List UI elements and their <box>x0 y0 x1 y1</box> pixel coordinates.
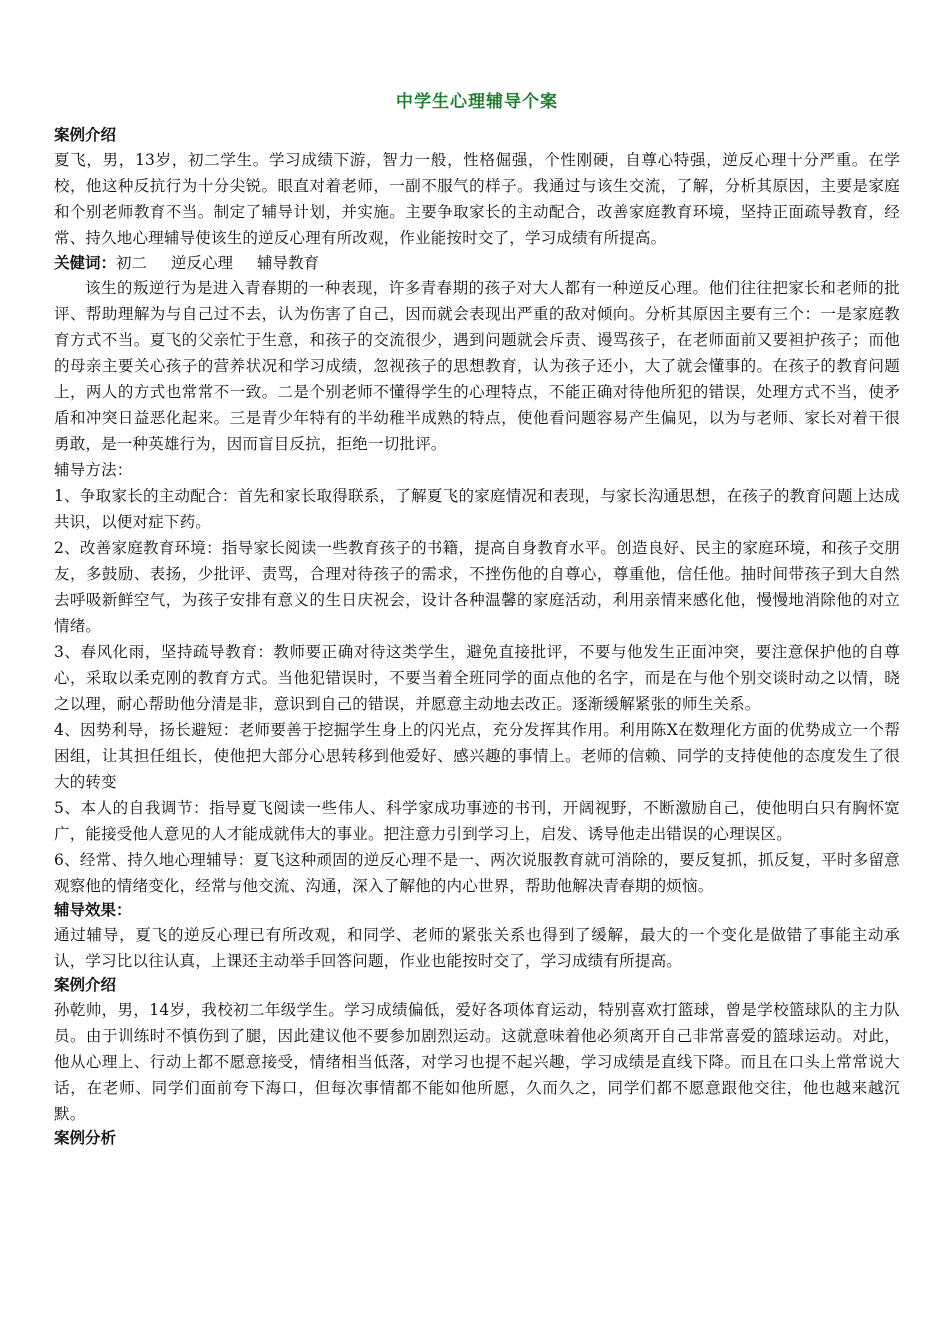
keywords-label: 关健词： <box>54 254 117 272</box>
method-item-3: 3、春风化雨，坚持疏导教育：教师要正确对待这类学生，避免直接批评，不要与他发生正面冲突，要注意保护他的自尊心，采取以柔克刚的教育方式。当他犯错误时，不要当着全班同学的面点他的名字，而是在与他个别交谈时动之以情，晓之以理，耐心帮助他分清是非，意识到自己的错误，并愿意主动地去改正。逐渐缓解紧张的师生关系。 <box>54 643 900 713</box>
case2-intro-heading: 案例介绍 <box>54 976 117 994</box>
keyword-item: 初二 <box>116 254 148 272</box>
keyword-item: 辅导教育 <box>257 254 320 272</box>
case2-analysis-heading: 案例分析 <box>54 1129 117 1147</box>
case2-intro-paragraph: 孙乾帅，男，14岁，我校初二年级学生。学习成绩偏低，爱好各项体育运动，特别喜欢打篮球，曾是学校篮球队的主力队员。由于训练时不慎伤到了腿，因此建议他不要参加剧烈运动。这就意味着他必须离开自己非常喜爱的篮球运动。对此，他从心理上、行动上都不愿意接受，情绪相当低落，对学习也提不起兴趣，学习成绩是直线下降。而且在口头上常常说大话，在老师、同学们面前夸下海口，但每次事情都不能如他所愿，久而久之，同学们都不愿意跟他交往，他也越来越沉默。 <box>54 1001 900 1123</box>
case1-analysis-paragraph: 该生的叛逆行为是进入青春期的一种表现，许多青春期的孩子对大人都有一种逆反心理。他们往往把家长和老师的批评、帮助理解为与自己过不去，认为伤害了自己，因而就会表现出严重的敌对倾向。分析其原因主要有三个：一是家庭教育方式不当。夏飞的父亲忙于生意，和孩子的交流很少，遇到问题就会斥责、谩骂孩子，在老师面前又要袒护孩子；而他的母亲主要关心孩子的营养状况和学习成绩，忽视孩子的思想教育，认为孩子还小，大了就会懂事的。在孩子的教育问题上，两人的方式也常常不一致。二是个别老师不懂得学生的心理特点，不能正确对待他所犯的错误，处理方式不当，使矛盾和冲突日益恶化起来。三是青少年特有的半幼稚半成熟的特点，使他看问题容易产生偏见，以为与老师、家长对着干很勇敢，是一种英雄行为，因而盲目反抗，拒绝一切批评。 <box>54 279 900 453</box>
keyword-item: 逆反心理 <box>171 254 234 272</box>
case1-intro-paragraph: 夏飞，男，13岁，初二学生。学习成绩下游，智力一般，性格倔强，个性刚硬，自尊心特强，逆反心理十分严重。在学校，他这种反抗行为十分尖锐。眼直对着老师，一副不服气的样子。我通过与该生交流，了解，分析其原因，主要是家庭和个别老师教育不当。制定了辅导计划，并实施。主要争取家长的主动配合，改善家庭教育环境，坚持正面疏导教育，经常、持久地心理辅导使该生的逆反心理有所改观，作业能按时交了，学习成绩有所提高。 <box>54 151 900 247</box>
methods-heading: 辅导方法： <box>54 461 133 479</box>
method-item-5: 5、本人的自我调节：指导夏飞阅读一些伟人、科学家成功事迹的书刊，开阔视野，不断激励自己，使他明白只有胸怀宽广，能接受他人意见的人才能成就伟大的事业。把注意力引到学习上，启发、诱导他走出错误的心理误区。 <box>54 799 900 843</box>
document-page <box>54 92 900 1150</box>
method-item-4: 4、因势利导，扬长避短：老师要善于挖掘学生身上的闪光点，充分发挥其作用。利用陈X在数理化方面的优势成立一个帮困组，让其担任组长，使他把大部分心思转移到他爱好、感兴趣的事情上。老师的信赖、同学的支持使他的态度发生了很大的转变 <box>54 721 900 791</box>
keywords-line <box>54 251 900 275</box>
method-item-2: 2、改善家庭教育环境：指导家长阅读一些教育孩子的书籍，提高自身教育水平。创造良好、民主的家庭环境，和孩子交朋友，多鼓励、表扬，少批评、责骂，合理对待孩子的需求，不挫伤他的自尊心，尊重他，信任他。抽时间带孩子到大自然去呼吸新鲜空气，为孩子安排有意义的生日庆祝会，设计各种温馨的家庭活动，利用亲情来感化他，慢慢地消除他的对立情绪。 <box>54 539 900 635</box>
effect-heading: 辅导效果： <box>54 901 132 919</box>
case1-intro-heading: 案例介绍 <box>54 126 117 144</box>
document-title: 中学生心理辅导个案 <box>396 92 558 112</box>
effect-paragraph: 通过辅导，夏飞的逆反心理已有所改观，和同学、老师的紧张关系也得到了缓解，最大的一个变化是做错了事能主动承认，学习比以往认真，上课还主动举手回答问题，作业也能按时交了，学习成绩有所提高。 <box>54 926 900 970</box>
method-item-1: 1、争取家长的主动配合：首先和家长取得联系，了解夏飞的家庭情况和表现，与家长沟通思想，在孩子的教育问题上达成共识，以便对症下药。 <box>54 487 900 531</box>
method-item-6: 6、经常、持久地心理辅导：夏飞这种顽固的逆反心理不是一、两次说服教育就可消除的，要反复抓，抓反复，平时多留意观察他的情绪变化，经常与他交流、沟通，深入了解他的内心世界，帮助他解决青春期的烦恼。 <box>54 851 900 895</box>
